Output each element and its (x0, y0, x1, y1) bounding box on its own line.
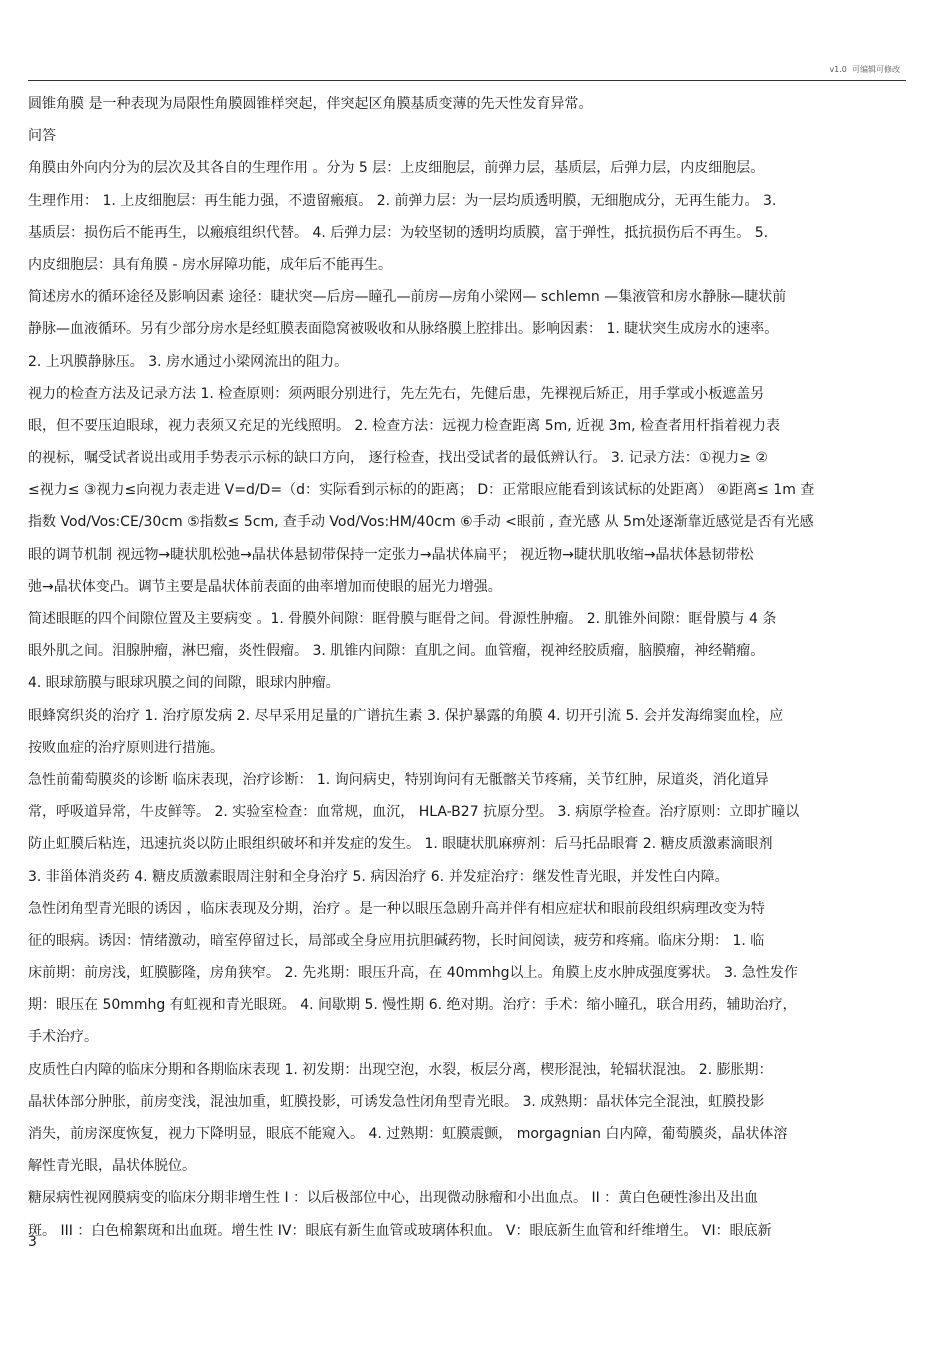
text-line: 征的眼病。诱因：情绪激动，暗室停留过长，局部或全身应用抗胆碱药物，长时间阅读，疲劳和疼痛。临床分期： 1. 临 (28, 932, 765, 949)
header-version-note (829, 64, 900, 75)
text-line: 眼，但不要压迫眼球，视力表须又充足的光线照明。 2. 检查方法：远视力检查距离 5m, 近视 3m, 检查者用杆指着视力表 (28, 417, 781, 434)
version-label: v1.0 (829, 65, 847, 74)
text-line: 2. 上巩膜静脉压。 3. 房水通过小梁网流出的阻力。 (28, 353, 349, 370)
text-line: 视力的检查方法及记录方法 1. 检查原则：须两眼分别进行，先左先右，先健后患，先裸视后矫正，用手掌或小板遮盖另 (28, 385, 765, 402)
text-line: 眼外肌之间。泪腺肿瘤，淋巴瘤，炎性假瘤。 3. 肌锥内间隙：直肌之间。血管瘤，视神经胶质瘤，脑膜瘤，神经鞘瘤。 (28, 643, 765, 660)
text-line: 晶状体部分肿胀，前房变浅，混浊加重，虹膜投影，可诱发急性闭角型青光眼。 3. 成熟期：晶状体完全混浊，虹膜投影 (28, 1093, 765, 1110)
text-line: ≤视力≤ ③视力≤向视力表走进 V=d/D=（d：实际看到示标的的距离； D：正常眼应能看到该试标的处距离） ④距离≤ 1m 查 (28, 482, 815, 499)
editable-note: 可编辑可修改 (852, 65, 900, 74)
text-line: 简述房水的循环途径及影响因素 途径：睫状突—后房—瞳孔—前房—房角小梁网— schlemn —集液管和房水静脉—睫状前 (28, 289, 787, 306)
text-line: 防止虹膜后粘连，迅速抗炎以防止眼组织破坏和并发症的发生。 1. 眼睫状肌麻痹剂：后马托品眼膏 2. 糖皮质激素滴眼剂 (28, 836, 773, 853)
text-line: 角膜由外向内分为的层次及其各自的生理作用 。分为 5 层：上皮细胞层，前弹力层，基质层，后弹力层，内皮细胞层。 (28, 160, 765, 177)
text-line: 按败血症的治疗原则进行措施。 (28, 739, 224, 756)
text-line: 4. 眼球筋膜与眼球巩膜之间的间隙，眼球内肿瘤。 (28, 675, 340, 692)
text-line: 糖尿病性视网膜病变的临床分期非增生性 I ：以后极部位中心，出现微动脉瘤和小出血点。 II ：黄白色硬性渗出及出血 (28, 1190, 759, 1207)
text-line: 圆锥角膜 是一种表现为局限性角膜圆锥样突起，伴突起区角膜基质变薄的先天性发育异常。 (28, 96, 593, 112)
text-line: 的视标，嘱受试者说出或用手势表示示标的缺口方向， 逐行检查，找出受试者的最低辨认行。 3. 记录方法：①视力≥ ② (28, 450, 768, 467)
text-line: 问答 (28, 128, 56, 145)
text-line: 指数 Vod/Vos:CE/30cm ⑤指数≤ 5cm, 查手动 Vod/Vos:HM/40cm ⑥手动 <眼前 , 查光感 从 5m处逐渐靠近感觉是否有光感 (28, 514, 814, 531)
text-line: 3. 非甾体消炎药 4. 糖皮质激素眼周注射和全身治疗 5. 病因治疗 6. 并发症治疗：继发性青光眼，并发性白内障。 (28, 868, 729, 885)
header-rule (28, 80, 906, 81)
text-line: 眼的调节机制 视远物→睫状肌松弛→晶状体悬韧带保持一定张力→晶状体扁平； 视近物→睫状肌收缩→晶状体悬韧带松 (28, 546, 754, 563)
text-line: 常，呼吸道异常，牛皮鲜等。 2. 实验室检查：血常规，血沉， HLA-B27 抗原分型。 3. 病原学检查。治疗原则：立即扩瞳以 (28, 804, 800, 821)
text-line: 期：眼压在 50mmhg 有虹视和青光眼斑。 4. 间歇期 5. 慢性期 6. 绝对期。治疗：手术：缩小瞳孔，联合用药，辅助治疗， (28, 997, 797, 1014)
text-line: 解性青光眼，晶状体脱位。 (28, 1158, 196, 1175)
text-line: 斑。 III ：白色棉絮斑和出血斑。增生性 IV：眼底有新生血管或玻璃体积血。 V：眼底新生血管和纤维增生。 VI：眼底新 (28, 1222, 772, 1239)
text-line: 手术治疗。 (28, 1029, 98, 1046)
text-line: 消失，前房深度恢复，视力下降明显，眼底不能窥入。 4. 过熟期：虹膜震颤， morgagnian 白内障，葡萄膜炎，晶状体溶 (28, 1126, 788, 1142)
text-line: 眼蜂窝织炎的治疗 1. 治疗原发病 2. 尽早采用足量的广谱抗生素 3. 保护暴露的角膜 4. 切开引流 5. 会并发海绵窦血栓，应 (28, 707, 784, 724)
text-line: 基质层：损伤后不能再生，以瘢痕组织代替。 4. 后弹力层：为较坚韧的透明均质膜，富于弹性，抵抗损伤后不再生。 5. (28, 224, 769, 241)
text-line: 静脉—血液循环。另有少部分房水是经虹膜表面隐窝被吸收和从脉络膜上腔排出。影响因素： 1. 睫状突生成房水的速率。 (28, 321, 779, 338)
text-line: 内皮细胞层：具有角膜 - 房水屏障功能，成年后不能再生。 (28, 256, 392, 273)
document-body (28, 88, 906, 1247)
text-line: 弛→晶状体变凸。调节主要是晶状体前表面的曲率增加而使眼的屈光力增强。 (28, 578, 502, 595)
text-line: 床前期：前房浅，虹膜膨隆，房角狭窄。 2. 先兆期：眼压升高，在 40mmhg以上。角膜上皮水肿成强度雾状。 3. 急性发作 (28, 965, 798, 982)
text-line: 急性前葡萄膜炎的诊断 临床表现，治疗诊断： 1. 询问病史，特别询问有无骶髂关节疼痛，关节红肿，尿道炎，消化道异 (28, 771, 769, 788)
page-number: 3 (28, 1234, 37, 1250)
text-line: 简述眼眶的四个间隙位置及主要病变 。1. 骨膜外间隙：眶骨膜与眶骨之间。骨源性肿瘤。 2. 肌锥外间隙：眶骨膜与 4 条 (28, 611, 777, 627)
text-line: 生理作用： 1. 上皮细胞层：再生能力强，不遗留瘢痕。 2. 前弹力层：为一层均质透明膜，无细胞成分，无再生能力。 3. (28, 192, 777, 209)
text-line: 急性闭角型青光眼的诱因 ，临床表现及分期，治疗 。是一种以眼压急剧升高并伴有相应症状和眼前段组织病理改变为特 (28, 900, 765, 917)
text-line: 皮质性白内障的临床分期和各期临床表现 1. 初发期：出现空泡，水裂，板层分离，楔形混浊，轮辐状混浊。 2. 膨胀期： (28, 1061, 773, 1078)
